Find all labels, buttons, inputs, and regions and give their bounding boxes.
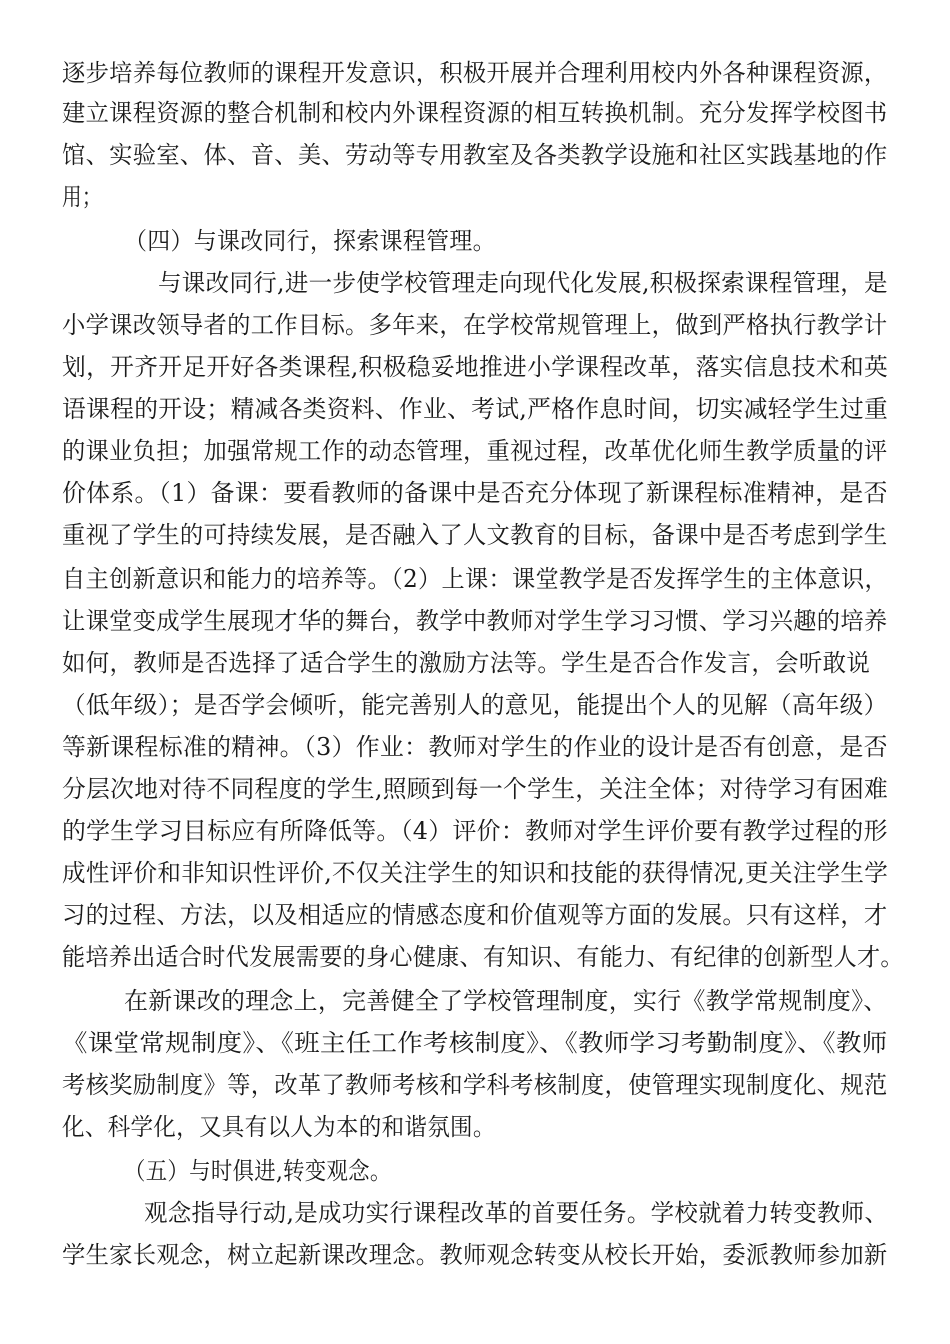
text-line: 考核奖励制度》等，改革了教师考核和学科考核制度，使管理实现制度化、规范 xyxy=(62,1071,888,1099)
text-line: 的课业负担；加强常规工作的动态管理，重视过程，改革优化师生教学质量的评 xyxy=(62,437,888,465)
text-line: 重视了学生的可持续发展，是否融入了人文教育的目标，备课中是否考虑到学生 xyxy=(62,521,888,549)
text-line: 如何，教师是否选择了适合学生的激励方法等。学生是否合作发言，会听敢说 xyxy=(62,649,871,677)
text-line: 馆、实验室、体、音、美、劳动等专用教室及各类教学设施和社区实践基地的作 xyxy=(62,141,888,169)
text-line: 等新课程标准的精神。（3）作业：教师对学生的作业的设计是否有创意，是否 xyxy=(62,733,888,761)
text-line: 学生家长观念，树立起新课改理念。教师观念转变从校长开始，委派教师参加新 xyxy=(62,1241,888,1269)
text-line: 分层次地对待不同程度的学生,照顾到每一个学生，关注全体；对待学习有困难 xyxy=(62,775,889,803)
text-line: 建立课程资源的整合机制和校内外课程资源的相互转换机制。充分发挥学校图书 xyxy=(62,99,888,127)
text-line: 价体系。（1）备课：要看教师的备课中是否充分体现了新课程标准精神，是否 xyxy=(62,479,888,507)
text-line: （五）与时俱进,转变观念。 xyxy=(124,1157,392,1185)
text-line: 小学课改领导者的工作目标。多年来，在学校常规管理上，做到严格执行教学计 xyxy=(62,311,888,339)
text-line: 的学生学习目标应有所降低等。（4）评价：教师对学生评价要有教学过程的形 xyxy=(62,817,888,845)
text-line: 用； xyxy=(62,183,102,211)
text-line: 化、科学化，又具有以人为本的和谐氛围。 xyxy=(62,1113,496,1141)
text-line: 语课程的开设；精减各类资料、作业、考试,严格作息时间，切实减轻学生过重 xyxy=(62,395,889,423)
text-line: 成性评价和非知识性评价,不仅关注学生的知识和技能的获得情况,更关注学生学 xyxy=(62,859,889,887)
text-line: 《课堂常规制度》、《班主任工作考核制度》、《教师学习考勤制度》、《教师 xyxy=(62,1029,888,1057)
text-line: （低年级）；是否学会倾听，能完善别人的意见，能提出个人的见解（高年级） xyxy=(62,691,888,719)
text-line: 观念指导行动,是成功实行课程改革的首要任务。学校就着力转变教师、 xyxy=(144,1199,889,1227)
text-line: 逐步培养每位教师的课程开发意识，积极开展并合理利用校内外各种课程资源， xyxy=(62,59,888,87)
text-line: （四）与课改同行，探索课程管理。 xyxy=(124,227,496,255)
text-line: 能培养出适合时代发展需要的身心健康、有知识、有能力、有纪律的创新型人才。 xyxy=(62,943,904,971)
text-line: 在新课改的理念上，完善健全了学校管理制度，实行《教学常规制度》、 xyxy=(124,987,888,1015)
text-line: 划，开齐开足开好各类课程,积极稳妥地推进小学课程改革，落实信息技术和英 xyxy=(62,353,889,381)
text-line: 让课堂变成学生展现才华的舞台，教学中教师对学生学习习惯、学习兴趣的培养 xyxy=(62,607,888,635)
text-line: 习的过程、方法，以及相适应的情感态度和价值观等方面的发展。只有这样，才 xyxy=(62,901,888,929)
text-line: 自主创新意识和能力的培养等。（2）上课：课堂教学是否发挥学生的主体意识， xyxy=(62,565,889,593)
text-line: 与课改同行,进一步使学校管理走向现代化发展,积极探索课程管理，是 xyxy=(158,269,888,297)
